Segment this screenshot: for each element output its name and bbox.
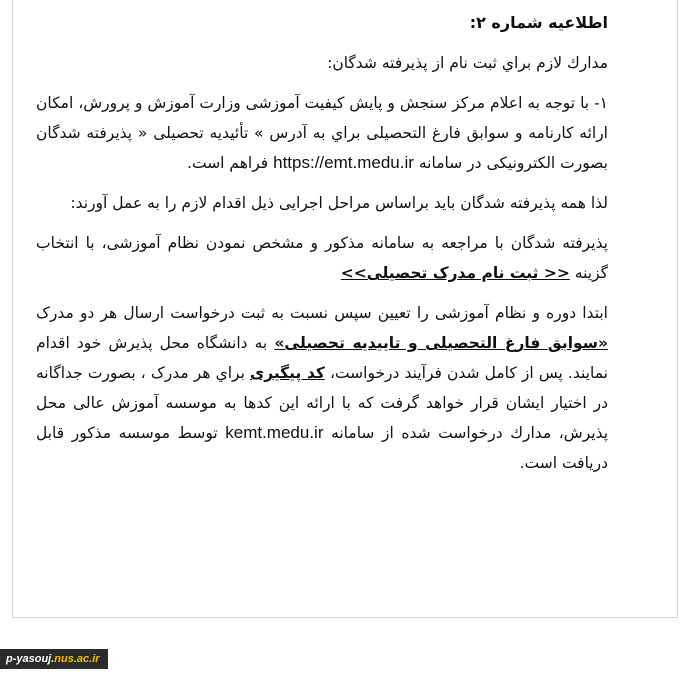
emt-url-link[interactable]: https://emt.medu.ir bbox=[273, 153, 414, 172]
site-watermark bbox=[0, 649, 108, 669]
paragraph-2: لذا همه پذيرفته شدگان باید براساس مراحل اجرایی ذیل اقدام لازم را به عمل آورند: bbox=[70, 194, 608, 212]
site-watermark-prefix: p-yasouj. bbox=[6, 653, 55, 665]
paragraph-1 bbox=[36, 88, 608, 178]
announcement-title: اطلاعیه شماره ۲: bbox=[469, 13, 608, 32]
paragraph-4-text-a: ابتدا دوره و نظام آموزشی را تعیین سپس نسبت به ثبت درخواست ارسال هر دو مدرک bbox=[36, 304, 608, 322]
option-register-degree: << ثبت نام مدرک تحصیلی>> bbox=[340, 264, 570, 282]
paragraph-4 bbox=[36, 298, 608, 478]
documents-emphasis: «سوابق فارغ التحصیلی و تاییدیه تحصیلی» bbox=[274, 334, 608, 352]
paragraph-3 bbox=[36, 228, 608, 288]
kemt-url-link[interactable]: kemt.medu.ir bbox=[225, 423, 324, 442]
paragraph-1-end: فراهم است. bbox=[187, 154, 269, 172]
paragraph-4-text-e: براي هر مدرک ، بصورت جداگانه در اختیار ایشان قرار خواهد گرفت که با ارائه این کدها به موسسه آموزش عالی محل پذیرش، مدارك درخواست شده از سامانه bbox=[36, 364, 609, 442]
paragraph-1-text: ۱- با توجه به اعلام مرکز سنجش و پایش کیفیت آموزشی وزارت آموزش و پرورش، امکان ارائه کارنامه و سوابق فارغ التحصیلی براي به آدرس » تأئيديه تحصيلی « پذيرفته شدگان بصورت الکترونیکی در سامانه bbox=[36, 94, 608, 172]
tracking-code-emphasis: کد پیگیری bbox=[249, 364, 325, 382]
paragraph-4-text-f: توسط موسسه مذکور قابل دریافت است. bbox=[36, 424, 608, 472]
paragraph-4-text-c: به دانشگاه محل پذیرش خود اقدام نمایند. پس از کامل شدن فرآیند درخواست، bbox=[36, 334, 608, 382]
announcement-body bbox=[36, 8, 608, 488]
announcement-subtitle: مدارك لازم براي ثبت نام از پذيرفته شدگان: bbox=[327, 54, 608, 72]
site-watermark-accent: nus.ac.ir bbox=[54, 653, 100, 665]
paragraph-3-text: پذيرفته شدگان با مراجعه به سامانه مذکور و مشخص نمودن نظام آموزشی، با انتخاب گزینه bbox=[36, 234, 608, 282]
